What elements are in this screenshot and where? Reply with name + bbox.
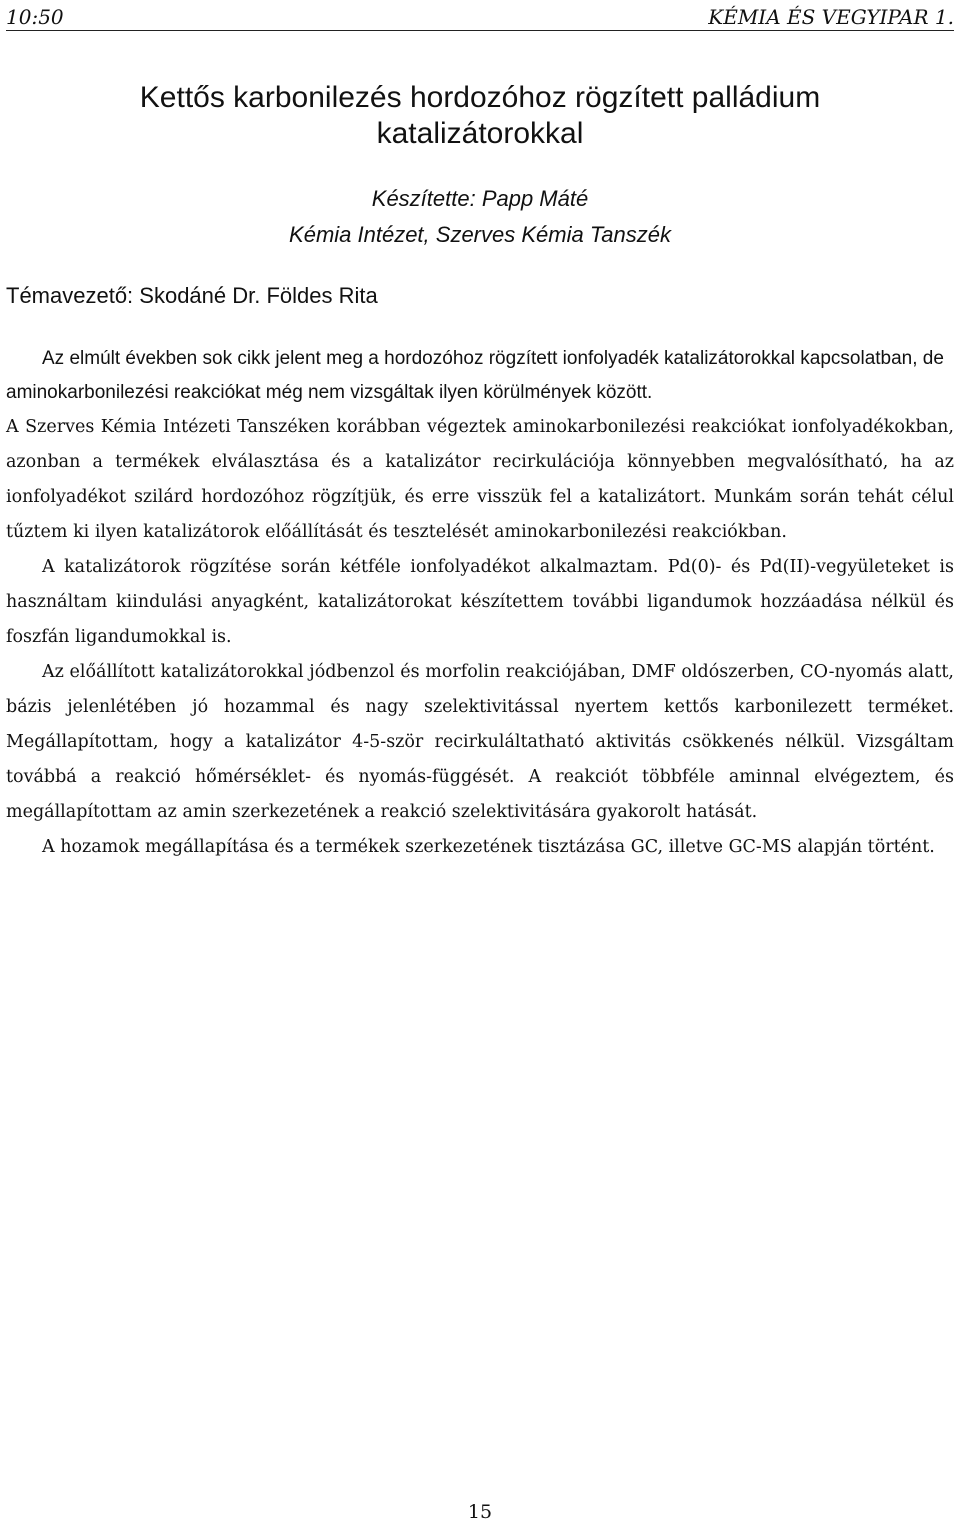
running-header — [6, 4, 954, 31]
page-number: 15 — [467, 1501, 493, 1523]
header-publication: KÉMIA ÉS VEGYIPAR 1. — [708, 5, 954, 29]
header-time: 10:50 — [6, 5, 64, 29]
body-paragraph-4: A hozamok megállapítása és a termékek szerkezetének tisztázása GC, illetve GC-MS alapján történt. — [42, 837, 935, 857]
body-paragraph-2: A katalizátorok rögzítése során kétféle ionfolyadékot alkalmaztam. Pd(0)- és Pd(II)-vegyületeket is használtam kiindulási anyagként, katalizátorokat készítettem további ligandumok hozzáadása nélkül és foszfán ligandumokkal is. — [6, 557, 954, 647]
body-paragraph-1: A Szerves Kémia Intézeti Tanszéken korábban végeztek aminokarbonilezési reakciókat ionfolyadékokban, azonban a termékek elválasztása és a katalizátor recirkulációja könnyebben megvalósítható, ha az ionfolyadékot szilárd hordozóhoz rögzítjük, és erre visszük fel a katalizátort. Munkám során tehát célul tűztem ki ilyen katalizátorok előállítását és tesztelését aminokarbonilezési reakciókban. — [6, 417, 954, 542]
author-line: Készítette: Papp Máté — [371, 186, 589, 211]
affiliation-line: Kémia Intézet, Szerves Kémia Tanszék — [289, 222, 671, 247]
article-title: Kettős karbonilezés hordozóhoz rögzített palládium katalizátorokkal — [139, 81, 821, 150]
intro-paragraph: Az elmúlt években sok cikk jelent meg a hordozóhoz rögzített ionfolyadék katalizátorokkal kapcsolatban, de aminokarbonilezési reakciókat még nem vizsgáltak ilyen körülmények között. — [6, 348, 944, 403]
supervisor-line: Témavezető: Skodáné Dr. Földes Rita — [6, 283, 378, 308]
body-paragraph-3: Az előállított katalizátorokkal jódbenzol és morfolin reakciójában, DMF oldószerben, CO-nyomás alatt, bázis jelenlétében jó hozammal és nagy szelektivitással nyertem kettős karbonilezett terméket. Megállapítottam, hogy a katalizátor 4-5-ször recirkuláltatható aktivitás csökkenés nélkül. Vizsgáltam továbbá a reakció hőmérséklet- és nyomás-függését. A reakciót többféle aminnal elvégeztem, és megállapítottam az amin szerkezetének a reakció szelektivitására gyakorolt hatását. — [6, 662, 954, 822]
body-text — [6, 410, 954, 865]
